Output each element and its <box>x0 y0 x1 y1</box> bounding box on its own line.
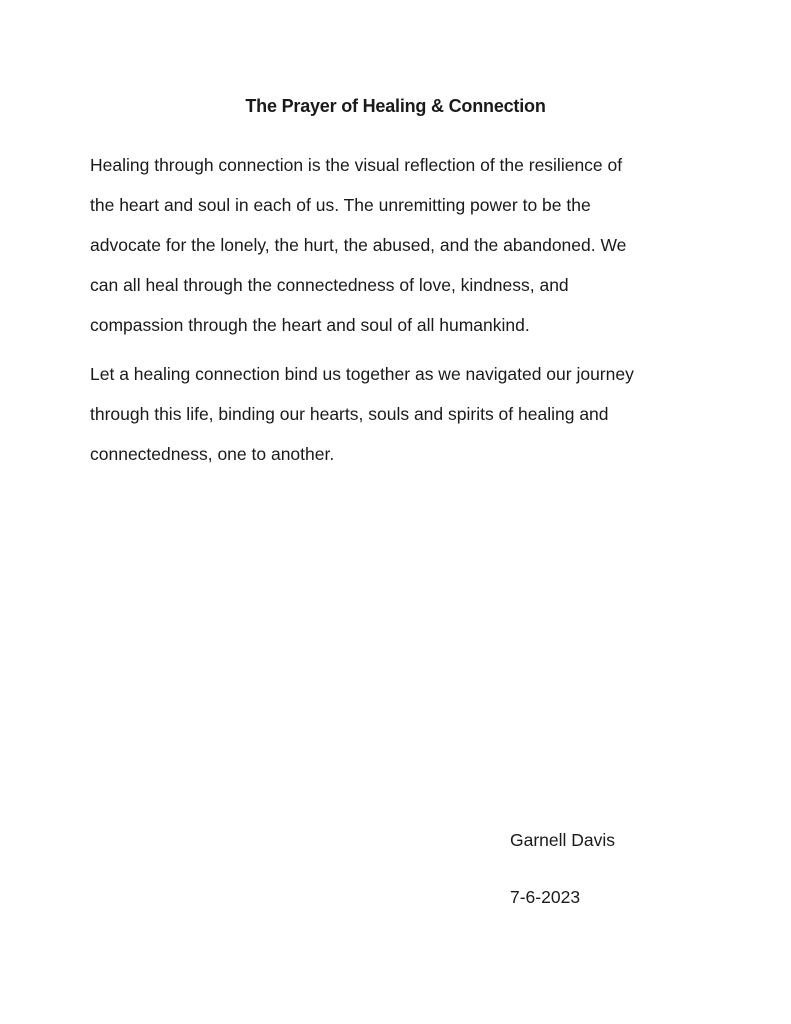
paragraph-line: the heart and soul in each of us. The unremitting power to be the <box>90 195 591 215</box>
paragraph-line: Let a healing connection bind us together as we navigated our journey <box>90 364 634 384</box>
paragraph-line: compassion through the heart and soul of all humankind. <box>90 315 530 335</box>
paragraph-line: can all heal through the connectedness of love, kindness, and <box>90 275 569 295</box>
paragraph-line: connectedness, one to another. <box>90 444 335 464</box>
paragraph-1 <box>90 145 690 345</box>
paragraph-line: advocate for the lonely, the hurt, the abused, and the abandoned. We <box>90 235 627 255</box>
page-title: The Prayer of Healing & Connection <box>245 96 546 116</box>
signature-date: 7-6-2023 <box>510 887 581 907</box>
paragraph-2 <box>90 354 690 474</box>
paragraph-line: through this life, binding our hearts, souls and spirits of healing and <box>90 404 609 424</box>
paragraph-line: Healing through connection is the visual reflection of the resilience of <box>90 155 623 175</box>
signature-name: Garnell Davis <box>510 830 616 850</box>
